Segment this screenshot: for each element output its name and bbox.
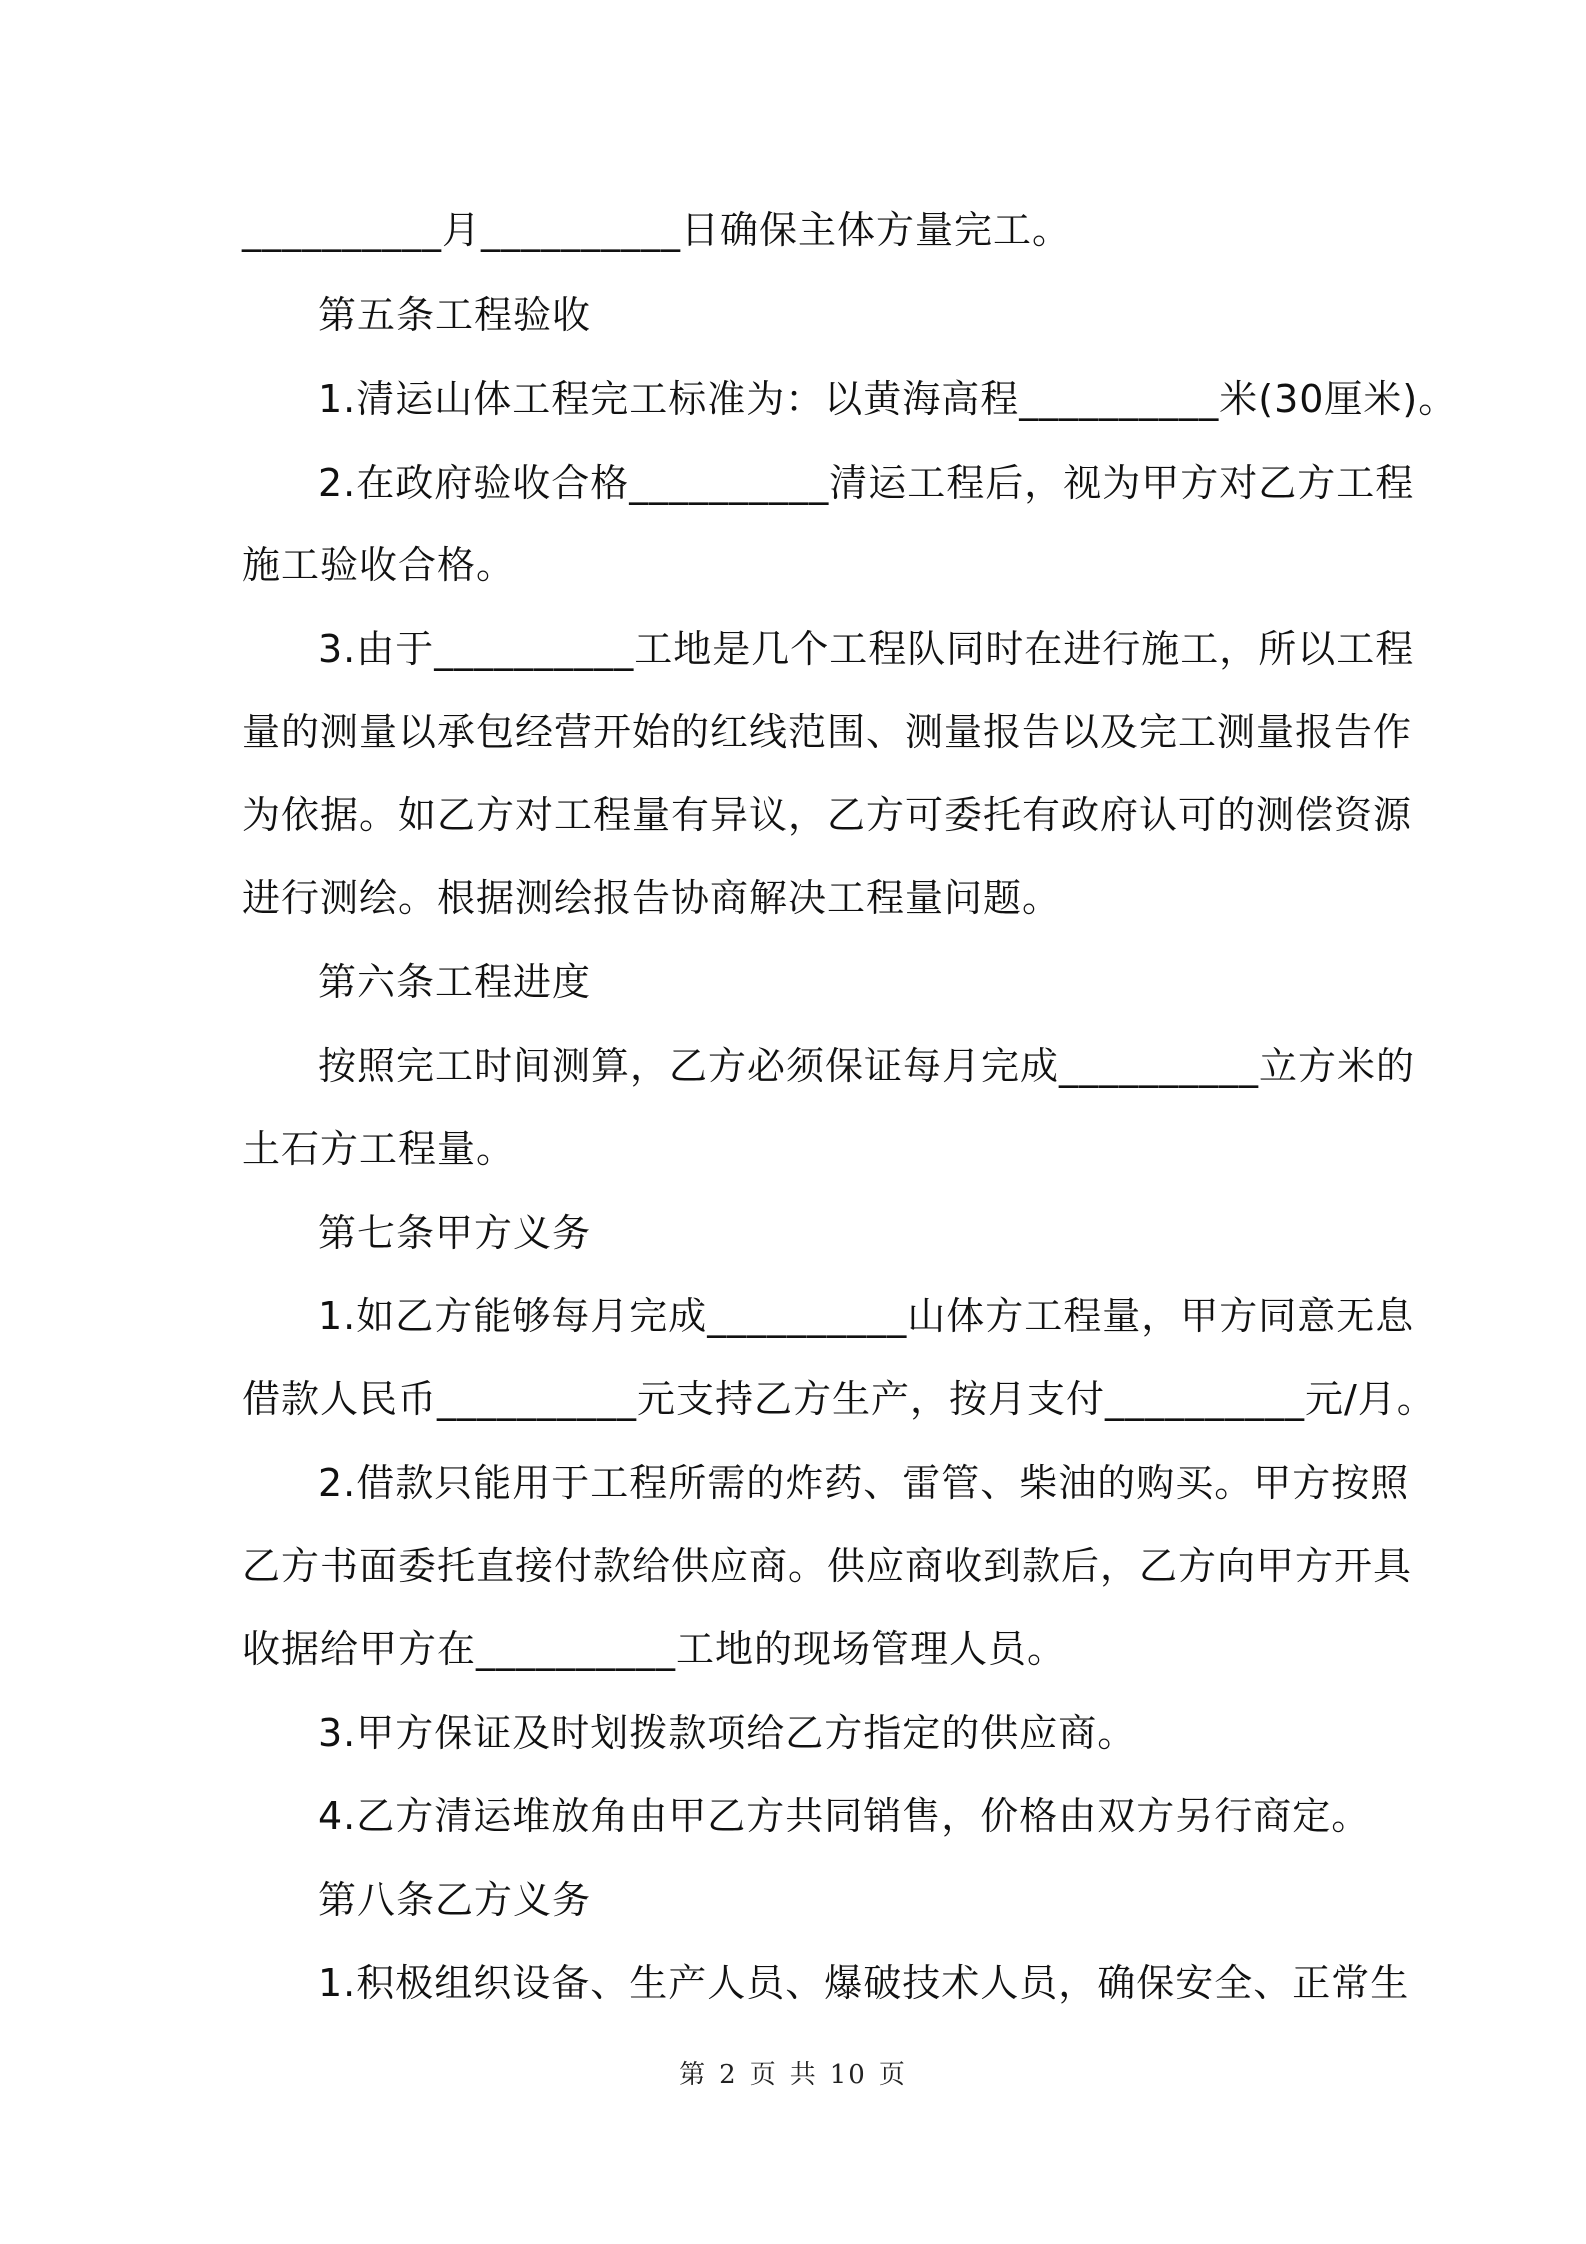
text-line-18: 收据给甲方在__________工地的现场管理人员。 bbox=[242, 1627, 1067, 1671]
text-line-7: 量的测量以承包经营开始的红线范围、测量报告以及完工测量报告作 bbox=[242, 710, 1413, 754]
text-line-5: 施工验收合格。 bbox=[242, 543, 516, 587]
text-line-6: 3.由于__________工地是几个工程队同时在进行施工，所以工程 bbox=[318, 627, 1415, 671]
page-footer bbox=[0, 2058, 1586, 2092]
section-heading-6: 第六条工程进度 bbox=[318, 960, 592, 1004]
text-line-14: 1.如乙方能够每月完成__________山体方工程量，甲方同意无息 bbox=[318, 1294, 1415, 1338]
text-line-15: 借款人民币__________元支持乙方生产，按月支付__________元/月。 bbox=[242, 1377, 1436, 1421]
text-line-17: 乙方书面委托直接付款给供应商。供应商收到款后，乙方向甲方开具 bbox=[242, 1544, 1413, 1588]
text-line-20: 4.乙方清运堆放角由甲乙方共同销售，价格由双方另行商定。 bbox=[318, 1794, 1371, 1838]
text-line-1: __________月__________日确保主体方量完工。 bbox=[242, 208, 1072, 252]
section-heading-8: 第八条乙方义务 bbox=[318, 1878, 592, 1922]
text-line-4: 2.在政府验收合格__________清运工程后，视为甲方对乙方工程 bbox=[318, 461, 1415, 505]
text-line-16: 2.借款只能用于工程所需的炸药、雷管、柴油的购买。甲方按照 bbox=[318, 1461, 1410, 1505]
text-line-11: 按照完工时间测算，乙方必须保证每月完成__________立方米的 bbox=[318, 1044, 1416, 1088]
text-line-9: 进行测绘。根据测绘报告协商解决工程量问题。 bbox=[242, 876, 1062, 920]
footer-current-page: 2 bbox=[719, 2060, 738, 2090]
text-line-8: 为依据。如乙方对工程量有异议，乙方可委托有政府认可的测偿资源 bbox=[242, 793, 1413, 837]
footer-page-word: 页 bbox=[749, 2060, 778, 2090]
text-line-19: 3.甲方保证及时划拨款项给乙方指定的供应商。 bbox=[318, 1711, 1137, 1755]
text-line-12: 土石方工程量。 bbox=[242, 1127, 516, 1171]
footer-suffix: 页 bbox=[878, 2060, 907, 2090]
footer-total-word: 共 bbox=[789, 2060, 818, 2090]
text-line-22: 1.积极组织设备、生产人员、爆破技术人员，确保安全、正常生 bbox=[318, 1961, 1410, 2005]
footer-prefix: 第 bbox=[679, 2060, 708, 2090]
section-heading-5: 第五条工程验收 bbox=[318, 293, 592, 337]
footer-total-pages: 10 bbox=[829, 2060, 867, 2090]
section-heading-7: 第七条甲方义务 bbox=[318, 1211, 592, 1255]
text-line-3: 1.清运山体工程完工标准为：以黄海高程__________米(30厘米)。 bbox=[318, 377, 1458, 421]
